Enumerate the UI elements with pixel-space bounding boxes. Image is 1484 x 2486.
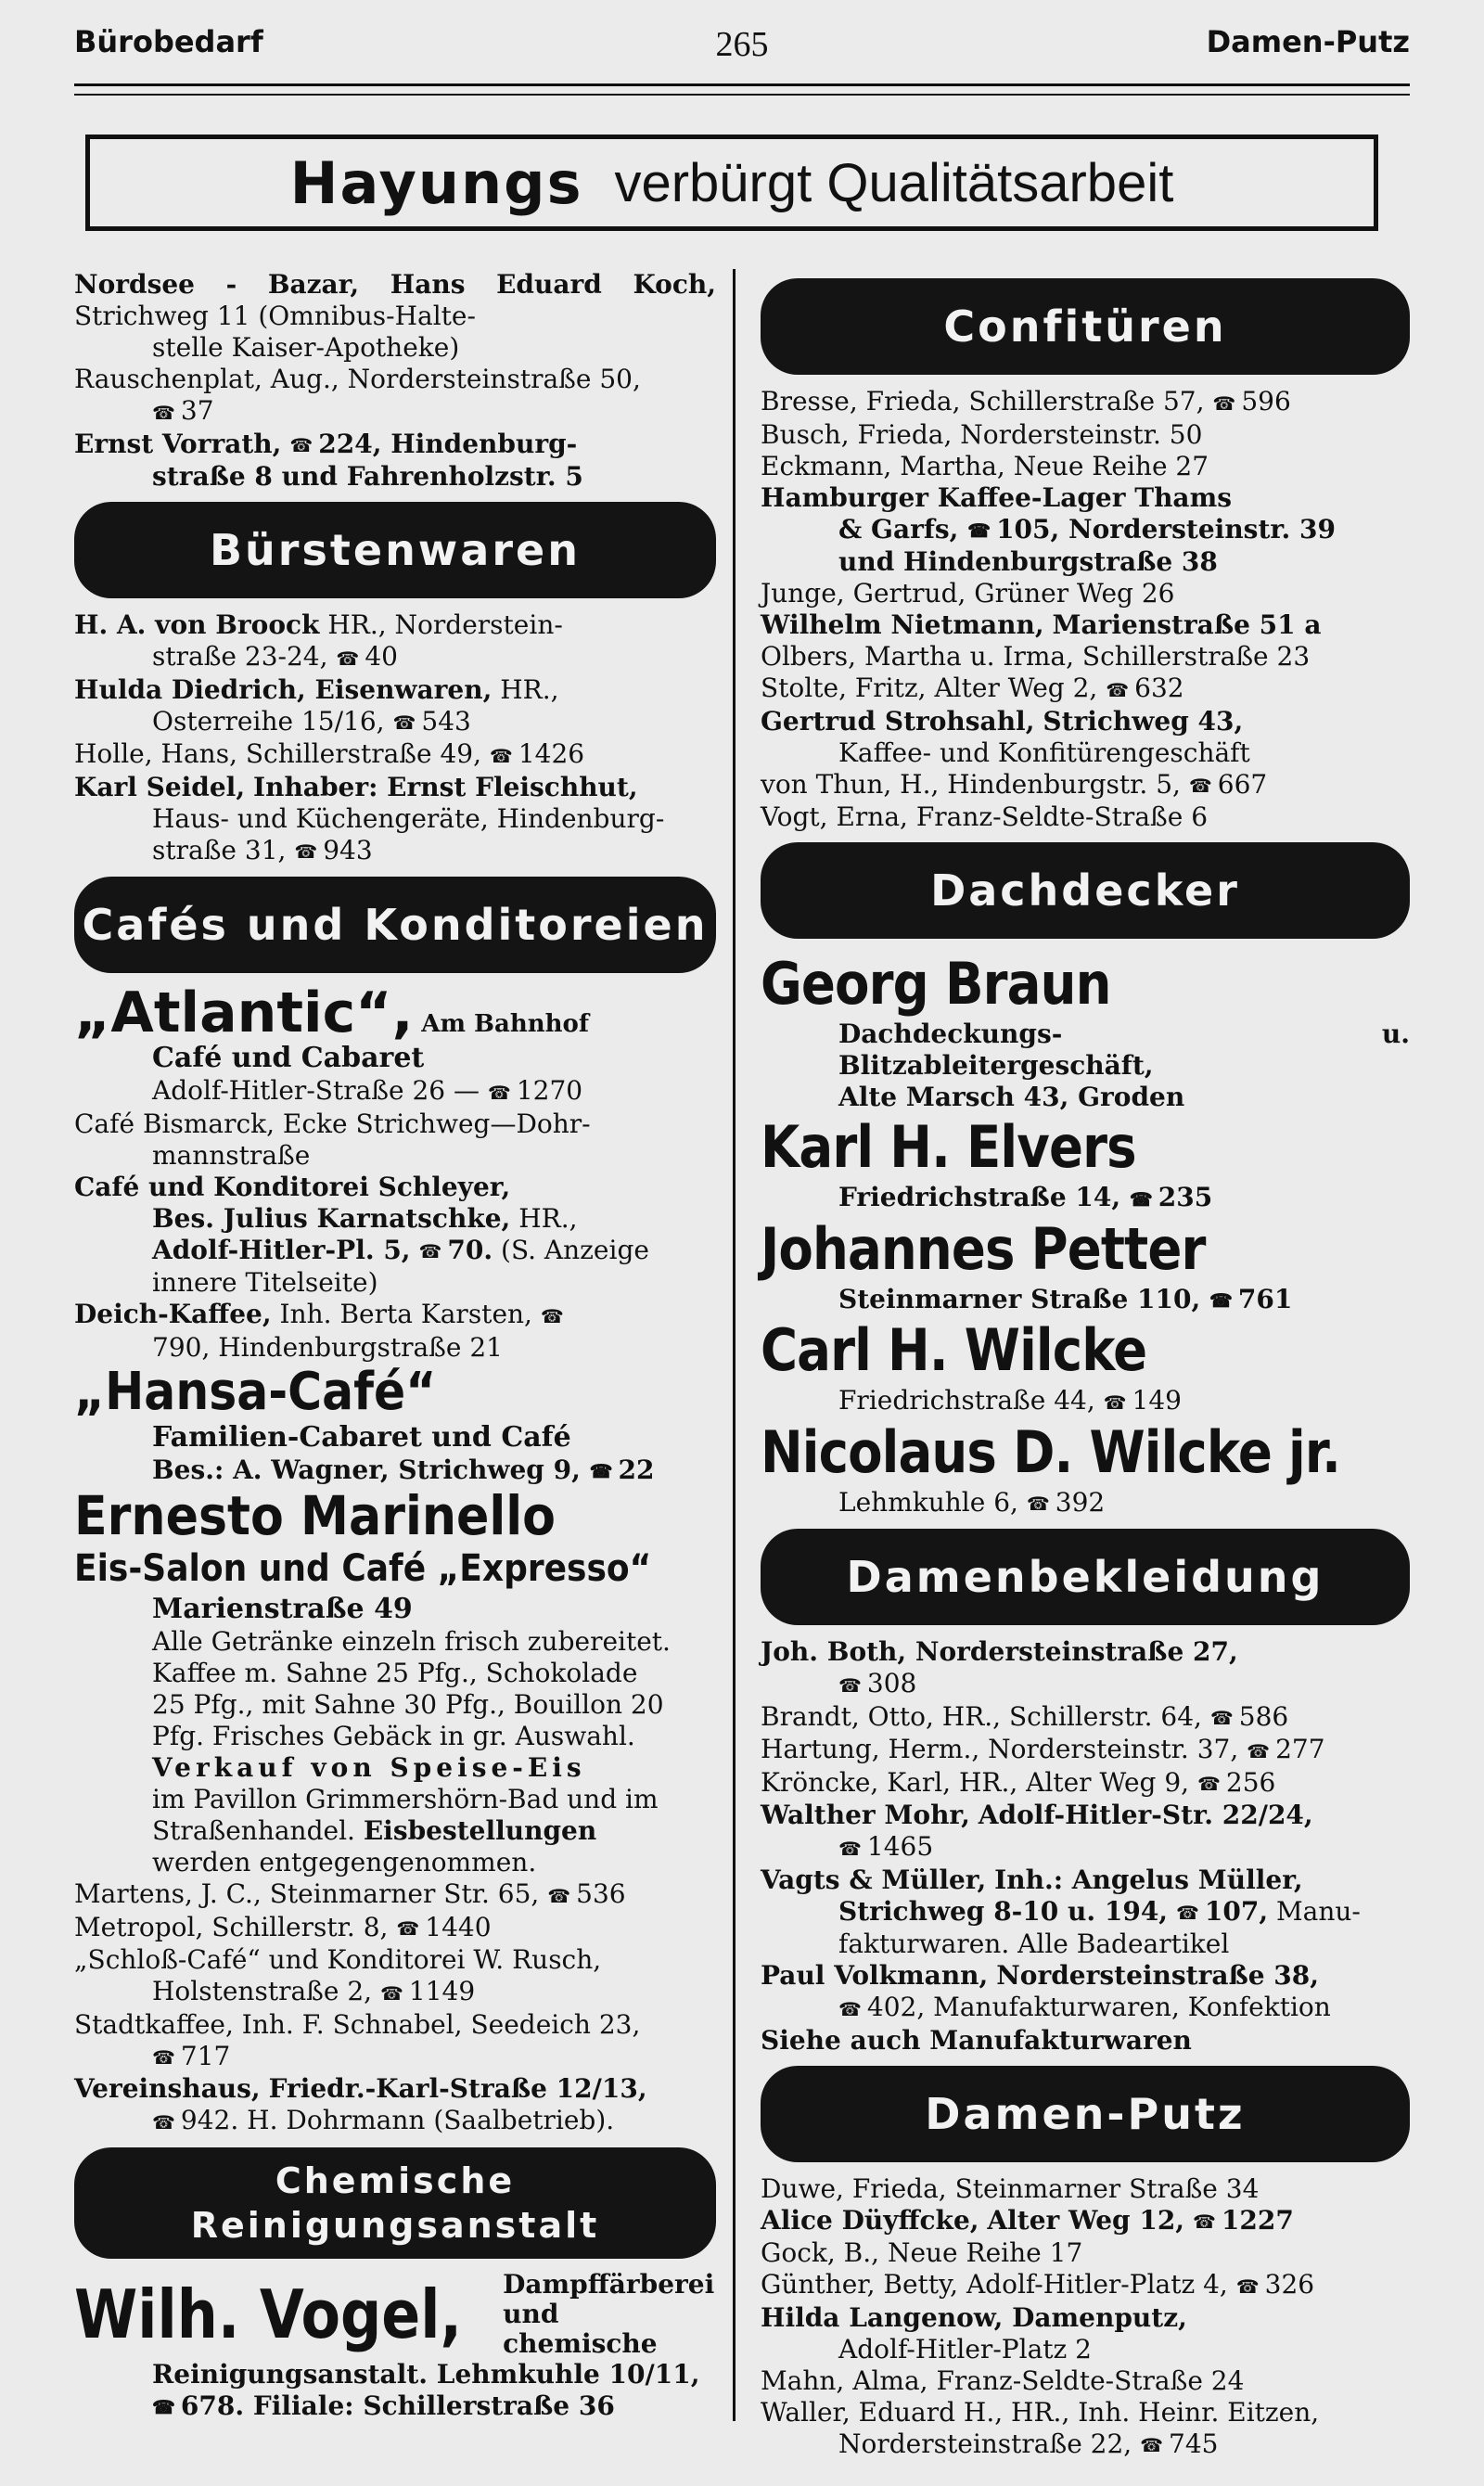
phone-number: 536 [576, 1878, 626, 1909]
telephone-icon: ☎ [1192, 2210, 1216, 2233]
list-item: Eckmann, Martha, Neue Reihe 27 [761, 450, 1209, 481]
list-item: Gock, B., Neue Reihe 17 [761, 2237, 1083, 2268]
phone-number: 1440 [425, 1911, 492, 1942]
phone-number: 22 [618, 1454, 655, 1485]
banner-line: Chemische [275, 2159, 516, 2201]
header-rule [74, 83, 1410, 96]
entry-name: Gertrud Strohsahl, [761, 705, 1035, 737]
list-item [761, 1113, 1410, 1215]
section-banner-cafes: Cafés und Konditoreien [74, 877, 716, 973]
entry-name: Nicolaus D. Wilcke jr. [761, 1417, 1340, 1486]
entry-text: mannstraße [152, 1139, 311, 1171]
entry-text: Inhaber: Ernst Fleischhut, [252, 771, 638, 802]
list-item [761, 1636, 1410, 1701]
list-item [74, 1172, 716, 1300]
entry-text: Dampffärberei [503, 2268, 715, 2300]
telephone-icon: ☎ [152, 2110, 175, 2134]
entry-name: & Garfs, [838, 513, 959, 545]
telephone-icon: ☎ [547, 1884, 571, 1907]
entry-text: HR., Norderstein- [327, 609, 563, 640]
entry-text: Lehmkuhle 6, [838, 1486, 1018, 1518]
telephone-icon: ☎ [967, 519, 991, 542]
list-item [761, 950, 1410, 1113]
entry-text: Pfg. Frisches Gebäck in gr. Auswahl. [152, 1721, 635, 1751]
cross-reference: Siehe auch Manufakturwaren [761, 2024, 1192, 2056]
list-item [761, 769, 1410, 802]
entry-text: Bes. Julius Karnatschke, [152, 1202, 511, 1234]
entry-text: Steinmarner Straße 110, [838, 1283, 1201, 1314]
phone-number: 543 [421, 705, 471, 737]
telephone-icon: ☎ [1129, 1187, 1153, 1211]
entry-text: Kröncke, Karl, HR., Alter Weg 9, [761, 1766, 1190, 1798]
phone-number: 308 [866, 1668, 917, 1698]
telephone-icon: ☎ [1103, 1390, 1127, 1414]
phone-number: 761 [1237, 1283, 1293, 1314]
entry-text: fakturwaren. Alle Badeartikel [838, 1929, 1230, 1959]
telephone-icon: ☎ [379, 1981, 403, 2005]
entry-name: Joh. Both, Nordersteinstraße 27, [761, 1636, 1238, 1667]
list-item: Junge, Gertrud, Grüner Weg 26 [761, 578, 1175, 609]
entry-text: Waller, Eduard H., HR., Inh. Heinr. Eitzen, [761, 2396, 1320, 2428]
entry-text: im Pavillon Grimmershörn-Bad und im [152, 1784, 659, 1814]
telephone-icon: ☎ [1175, 1902, 1199, 1924]
entry-text: Nordersteinstraße 38, [996, 1960, 1320, 1991]
left-column [74, 269, 716, 2423]
list-item [74, 674, 716, 739]
entry-text: Inh. Berta Karsten, [279, 1299, 532, 1329]
phone-number: 277 [1275, 1734, 1325, 1764]
list-item [74, 2270, 716, 2424]
entry-name: Nordsee - Bazar, Hans Eduard Koch, [74, 269, 716, 300]
entry-text: Osterreihe 15/16, [152, 705, 385, 737]
entry-name: Carl H. Wilcke [761, 1316, 1147, 1384]
list-item [761, 2205, 1410, 2238]
entry-text: von Thun, H., Hindenburgstr. 5, [761, 768, 1181, 800]
entry-text: Rauschenplat, Aug., Nordersteinstraße 50, [74, 364, 641, 394]
entry-name: Ernst Vorrath, [74, 428, 282, 459]
phone-number: 1227 [1221, 2204, 1294, 2236]
entry-name: H. A. von Broock [74, 609, 320, 640]
entry-text: Nordersteinstraße 22, [838, 2428, 1132, 2459]
entry-text: Friedr.-Karl-Straße 12/13, [268, 2073, 647, 2104]
entry-text: Café Bismarck, Ecke Strichweg—Dohr- [74, 1108, 591, 1139]
telephone-icon: ☎ [392, 711, 416, 734]
entry-text: (S. Anzeige [501, 1234, 649, 1265]
list-item [74, 1912, 716, 1945]
list-item [761, 1800, 1410, 1864]
list-item [74, 364, 716, 429]
telephone-icon: ☎ [1196, 1773, 1221, 1795]
telephone-icon: ☎ [294, 840, 318, 863]
page-number: 265 [715, 25, 769, 64]
entry-text: Strichweg 11 (Omnibus-Halte- [74, 301, 476, 331]
list-item: Mahn, Alma, Franz-Seldte-Straße 24 [761, 2364, 1245, 2396]
entry-name: „Atlantic“, [74, 980, 414, 1045]
list-item [761, 482, 1410, 579]
phone-number: 1149 [408, 1976, 476, 2006]
phone-number: 596 [1241, 386, 1291, 416]
telephone-icon: ☎ [1106, 678, 1130, 701]
entry-text: Friedrichstraße 44, [838, 1385, 1095, 1416]
phone-number: 256 [1225, 1766, 1276, 1798]
list-item [761, 386, 1410, 419]
entry-text: Adolf-Hitler-Str. 22/24, [978, 1800, 1313, 1830]
entry-text: Stadtkaffee, Inh. F. Schnabel, Seedeich 23, [74, 2008, 641, 2040]
entry-text: 224, Hindenburg- [318, 428, 578, 459]
telephone-icon: ☎ [1026, 1493, 1050, 1515]
list-item [761, 1316, 1410, 1418]
entry-text: Adolf-Hitler-Straße 26 — [152, 1075, 480, 1106]
entry-name: Hilda Langenow, Damenputz, [761, 2301, 1187, 2333]
list-item [74, 980, 716, 1108]
list-item [74, 269, 716, 364]
list-item [74, 609, 716, 674]
entry-text: Strichweg 43, [1043, 705, 1244, 737]
entry-subtitle: Familien-Cabaret und Café [152, 1420, 571, 1454]
entry-text: Marienstraße 49 [152, 1593, 413, 1625]
entry-name: Walther Mohr, [761, 1800, 970, 1830]
list-item [761, 2397, 1410, 2462]
phone-number: 678. [180, 2390, 245, 2421]
list-item [74, 2073, 716, 2138]
telephone-icon: ☎ [152, 2046, 175, 2069]
phone-number: 326 [1264, 2269, 1315, 2300]
phone-number: 943 [323, 834, 373, 865]
entry-text: Manu- [1276, 1895, 1361, 1927]
phone-number: 632 [1134, 673, 1184, 703]
telephone-icon: ☎ [489, 744, 513, 767]
telephone-icon: ☎ [289, 434, 313, 456]
telephone-icon: ☎ [1209, 1289, 1233, 1312]
list-item [74, 1299, 716, 1364]
telephone-icon: ☎ [336, 647, 360, 670]
entry-text: Metropol, Schillerstr. 8, [74, 1911, 389, 1942]
list-item [761, 2302, 1410, 2365]
phone-number: 392 [1055, 1486, 1106, 1518]
entry-text: 790, Hindenburgstraße 21 [152, 1331, 503, 1363]
entry-text: Brandt, Otto, HR., Schillerstr. 64, [761, 1700, 1202, 1732]
list-item [74, 738, 716, 772]
section-banner-confitueren: Confitüren [761, 278, 1410, 375]
entry-text: Alle Getränke einzeln frisch zubereitet. [152, 1626, 671, 1657]
phone-number: 667 [1217, 768, 1268, 800]
list-item [761, 706, 1410, 769]
section-banner-dachdecker: Dachdecker [761, 842, 1410, 939]
list-item [74, 429, 716, 493]
banner-line: Reinigungsanstalt [190, 2204, 600, 2246]
entry-text: Bresse, Frieda, Schillerstraße 57, [761, 386, 1205, 416]
entry-text: Reinigungsanstalt. Lehmkuhle 10/11, [152, 2358, 700, 2390]
list-item [761, 1215, 1410, 1317]
phone-number: 40 [365, 641, 398, 672]
list-item: Olbers, Martha u. Irma, Schillerstraße 23 [761, 641, 1311, 672]
phone-number: 745 [1169, 2428, 1219, 2459]
telephone-icon: ☎ [838, 1673, 862, 1697]
entry-text: Adolf-Hitler-Pl. 5, [152, 1234, 411, 1265]
list-item [761, 1960, 1410, 2025]
entry-text: Holstenstraße 2, [152, 1976, 373, 2006]
entry-name: Hulda Diedrich, Eisenwaren, [74, 673, 493, 705]
list-item [74, 1944, 716, 2009]
entry-name: Hamburger Kaffee-Lager Thams [761, 481, 1232, 513]
entry-name: „Hansa-Café“ [74, 1361, 437, 1422]
entry-name: Ernesto Marinello [74, 1484, 556, 1547]
entry-subtitle: Eis-Salon und Café „Expresso“ [74, 1547, 652, 1590]
entry-text: Alter Weg 12, [987, 2204, 1185, 2236]
hayungs-advertisement [85, 135, 1378, 231]
list-item [74, 1108, 716, 1172]
entry-name: Deich-Kaffee, [74, 1299, 272, 1329]
telephone-icon: ☎ [487, 1081, 511, 1104]
telephone-icon: ☎ [1188, 775, 1212, 797]
list-item: Duwe, Frieda, Steinmarner Straße 34 [761, 2172, 1260, 2204]
entry-text: und chemische [503, 2298, 658, 2359]
entry-text: Manufakturwaren, Konfektion [933, 1992, 1331, 2022]
entry-text: Martens, J. C., Steinmarner Str. 65, [74, 1878, 540, 1909]
telephone-icon: ☎ [540, 1304, 564, 1327]
telephone-icon: ☎ [396, 1917, 420, 1940]
list-item: Busch, Frieda, Nordersteinstr. 50 [761, 418, 1203, 450]
telephone-icon: ☎ [1235, 2275, 1260, 2298]
entry-text: H. Dohrmann (Saalbetrieb). [247, 2105, 615, 2135]
entry-name: Wilhelm Nietmann, [761, 609, 1044, 640]
section-banner-buerstenwaren: Bürstenwaren [74, 502, 716, 598]
entry-name: Vereinshaus, [74, 2073, 261, 2104]
list-item [761, 1418, 1410, 1520]
header-left: Bürobedarf [74, 24, 263, 59]
phone-number: 1426 [518, 738, 585, 769]
entry-text: 25 Pfg., mit Sahne 30 Pfg., Bouillon 20 [152, 1689, 664, 1720]
list-item [74, 1484, 716, 1878]
entry-text: innere Titelseite) [152, 1267, 378, 1298]
entry-text: und Hindenburgstraße 38 [838, 546, 1218, 577]
entry-text: Kaffee- und Konfitürengeschäft [838, 737, 1250, 768]
entry-text: Hartung, Herm., Nordersteinstr. 37, [761, 1734, 1239, 1764]
list-item [761, 609, 1410, 641]
entry-text: Verkauf von Speise-Eis [152, 1752, 586, 1783]
entry-text: Kaffee m. Sahne 25 Pfg., Schokolade [152, 1658, 638, 1688]
phone-number: 235 [1158, 1182, 1213, 1212]
phone-number: 586 [1238, 1700, 1289, 1732]
entry-name: Café und Konditorei Schleyer, [74, 1171, 511, 1202]
list-item [761, 1701, 1410, 1735]
ad-brand: Hayungs [289, 148, 583, 217]
entry-name: Vagts & Müller, [761, 1864, 987, 1895]
list-item [74, 772, 716, 868]
list-item [74, 1361, 716, 1488]
entry-text: 105, Nordersteinstr. 39 [996, 513, 1337, 545]
entry-name: Wilh. Vogel, [74, 2275, 463, 2353]
entry-text: Strichweg 8-10 u. 194, [838, 1895, 1169, 1927]
telephone-icon: ☎ [1209, 1707, 1234, 1729]
phone-number: 107, [1204, 1895, 1269, 1927]
list-item [74, 1878, 716, 1912]
list-item [74, 2009, 716, 2074]
phone-number: 402, [866, 1992, 926, 2022]
section-banner-damen-putz: Damen-Putz [761, 2066, 1410, 2162]
entry-text: straße 23-24, [152, 641, 328, 672]
list-item: Vogt, Erna, Franz-Seldte-Straße 6 [761, 801, 1209, 832]
phone-number: 70. [447, 1234, 493, 1265]
list-item [761, 673, 1410, 706]
column-divider [733, 269, 736, 2421]
entry-text: HR., [500, 673, 559, 705]
running-head [74, 24, 1410, 72]
telephone-icon: ☎ [418, 1240, 442, 1262]
phone-number: 37 [180, 395, 214, 426]
entry-text: Dachdeckungs- u. Blitzableitergeschäft, [838, 1019, 1410, 1081]
entry-text: HR., [518, 1202, 578, 1234]
entry-text: Filiale: Schillerstraße 36 [252, 2390, 615, 2421]
entry-name: Paul Volkmann, [761, 1960, 989, 1991]
telephone-icon: ☎ [589, 1460, 613, 1482]
phone-number: 149 [1132, 1385, 1182, 1416]
telephone-icon: ☎ [1140, 2434, 1164, 2456]
entry-text: Straßenhandel. [152, 1815, 355, 1846]
entry-text: Günther, Betty, Adolf-Hitler-Platz 4, [761, 2269, 1228, 2300]
entry-text: Inh.: Angelus Müller, [994, 1864, 1303, 1895]
phone-number: 717 [180, 2040, 231, 2071]
list-item [761, 1864, 1410, 1961]
entry-subtitle: Café und Cabaret [152, 1042, 425, 1074]
entry-text: Haus- und Küchengeräte, Hindenburg- [152, 802, 665, 834]
entry-text: Marienstraße 51 a [1052, 609, 1322, 640]
entry-text: Adolf-Hitler-Platz 2 [838, 2333, 1092, 2364]
entry-text: Friedrichstraße 14, [838, 1182, 1121, 1212]
entry-name: Karl Seidel, [74, 771, 246, 802]
telephone-icon: ☎ [838, 1997, 862, 2020]
phone-number: 1465 [866, 1831, 934, 1862]
list-item [761, 2269, 1410, 2302]
entry-text: werden entgegengenommen. [152, 1847, 537, 1877]
entry-name: Johannes Petter [761, 1214, 1206, 1283]
ad-slogan: verbürgt Qualitätsarbeit [614, 152, 1174, 213]
header-right: Damen-Putz [1206, 24, 1410, 59]
entry-name: Karl H. Elvers [761, 1113, 1136, 1181]
entry-name: Georg Braun [761, 950, 1111, 1018]
entry-text: straße 31, [152, 834, 287, 865]
list-item [761, 1767, 1410, 1800]
phone-number: 942. [180, 2105, 239, 2135]
entry-name: Alice Düyffcke, [761, 2204, 979, 2236]
entry-text: Stolte, Fritz, Alter Weg 2, [761, 673, 1098, 703]
list-item [761, 1734, 1410, 1767]
right-column [761, 269, 1410, 2461]
entry-text: Bes.: A. Wagner, Strichweg 9, [152, 1454, 581, 1485]
telephone-icon: ☎ [838, 1837, 862, 1860]
telephone-icon: ☎ [152, 2396, 175, 2418]
telephone-icon: ☎ [1247, 1739, 1271, 1762]
telephone-icon: ☎ [1212, 391, 1236, 415]
telephone-icon: ☎ [152, 401, 175, 424]
section-banner-damenbekleidung: Damenbekleidung [761, 1529, 1410, 1625]
entry-text: Eisbestellungen [363, 1815, 597, 1846]
entry-text: stelle Kaiser-Apotheke) [152, 332, 460, 363]
entry-text: „Schloß-Café“ und Konditorei W. Rusch, [74, 1944, 602, 1975]
entry-text: straße 8 und Fahrenholzstr. 5 [152, 461, 583, 492]
entry-text: Am Bahnhof [421, 1010, 590, 1038]
entry-text: Holle, Hans, Schillerstraße 49, [74, 738, 481, 769]
phone-number: 1270 [516, 1075, 583, 1106]
section-banner-chemische-reinigung [74, 2147, 716, 2259]
entry-text: Alte Marsch 43, Groden [838, 1082, 1185, 1112]
